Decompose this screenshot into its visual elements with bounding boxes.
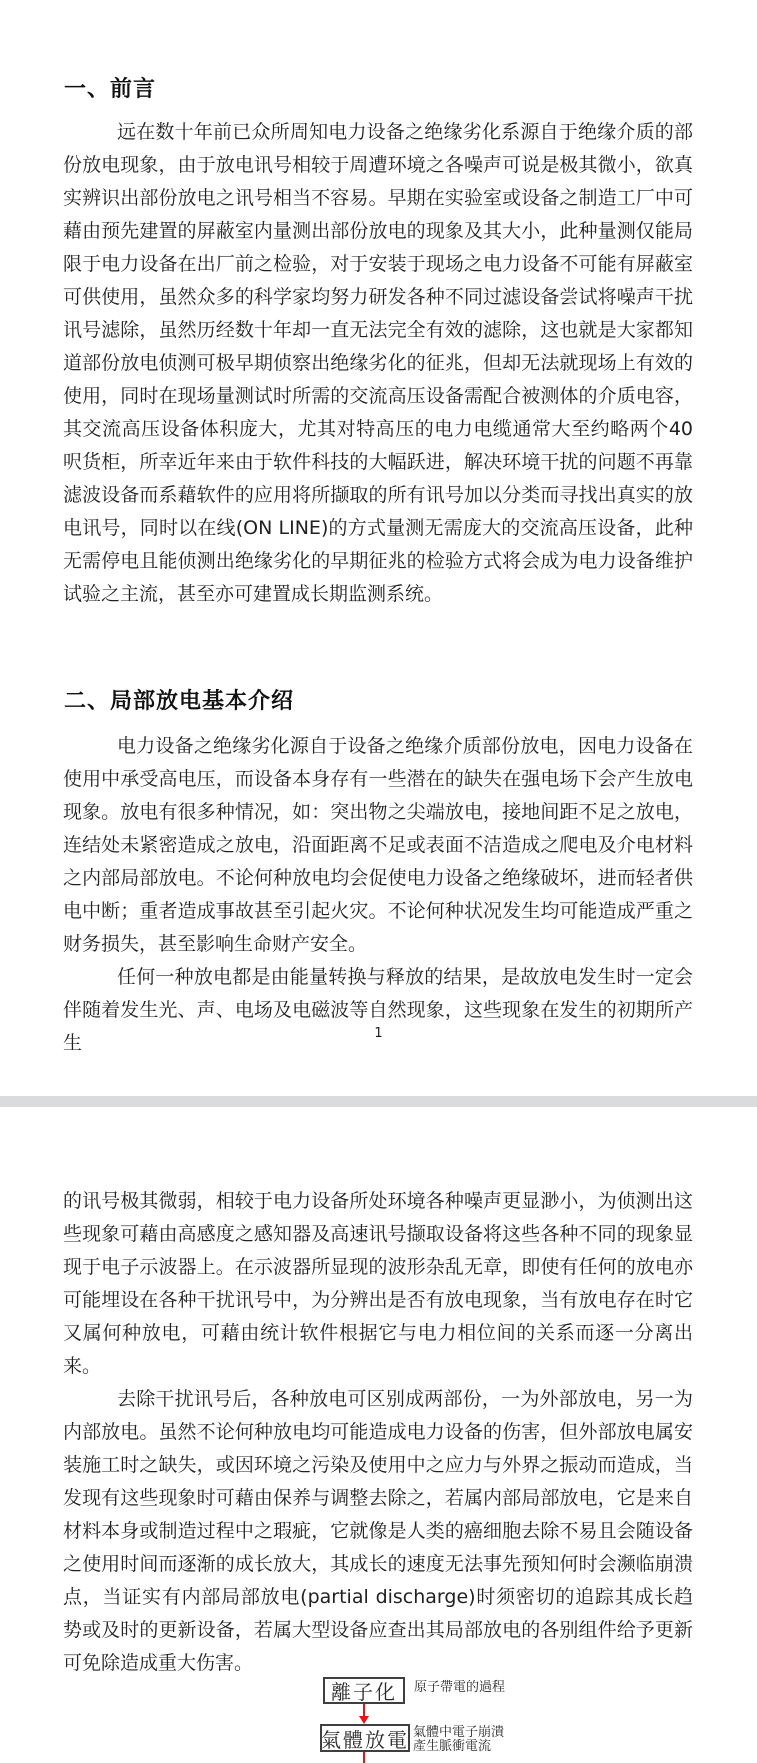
diagram-note-gas-discharge-line2: 產生脈衝電流 (413, 1739, 492, 1754)
page2-paragraph-continuation: 的讯号极其微弱，相较于电力设备所处环境各种噪声更显渺小，为侦测出这些现象可藉由高感度之感知器及高速讯号撷取设备将这些各种不同的现象显现于电子示波器上。在示波器所显现的波形杂乱无章，即使有任何的放电亦可能埋设在各种干扰讯号中，为分辨出是否有放电现象，当有放电存在时它又属何种放电，可藉由统计软件根据它与电力相位间的关系而逐一分离出来。 (63, 1190, 693, 1377)
pd-intro-paragraph-2-partial: 任何一种放电都是由能量转换与释放的结果，是故放电发生时一定会伴随着发生光、声、电场及电磁波等自然现象，这些现象在发生的初期所产生 (63, 966, 693, 1054)
diagram-box-ionization: 離子化 (323, 1677, 405, 1704)
page-number: 1 (374, 1026, 383, 1041)
page2-body-block (63, 1185, 693, 1680)
arrow-line-2 (363, 1752, 365, 1763)
page2-paragraph-next: 去除干扰讯号后，各种放电可区别成两部份，一为外部放电，另一为内部放电。虽然不论何种放电均可能造成电力设备的伤害，但外部放电属安装施工时之缺失，或因环境之污染及使用中之应力与外界之振动而造成，当发现有这些现象时可藉由保养与调整去除之，若属内部局部放电，它是来自材料本身或制造过程中之瑕疵，它就像是人类的癌细胞去除不易且会随设备之使用时间而逐渐的成长放大，其成长的速度无法事先预知何时会濒临崩溃点，当证实有内部局部放电(partial discharge)时须密切的追踪其成长趋势或及时的更新设备，若属大型设备应查出其局部放电的各别组件给予更新可免除造成重大伤害。 (63, 1388, 693, 1674)
pd-intro-paragraph-1: 电力设备之绝缘劣化源自于设备之绝缘介质部份放电，因电力设备在使用中承受高电压，而设备本身存有一些潜在的缺失在强电场下会产生放电现象。放电有很多种情况，如：突出物之尖端放电，接地间距不足之放电，连结处未紧密造成之放电，沿面距离不足或表面不洁造成之爬电及介电材料之内部局部放电。不论何种放电均会促使电力设备之绝缘破坏，进而轻者供电中断；重者造成事故甚至引起火灾。不论何种状况发生均可能造成严重之财务损失，甚至影响生命财产安全。 (63, 735, 693, 955)
preface-paragraph: 远在数十年前已众所周知电力设备之绝缘劣化系源自于绝缘介质的部份放电现象，由于放电讯号相较于周遭环境之各噪声可说是极其微小，欲真实辨识出部份放电之讯号相当不容易。早期在实验室或设备之制造工厂中可藉由预先建置的屏蔽室内量测出部份放电的现象及其大小，此种量测仅能局限于电力设备在出厂前之检验，对于安装于现场之电力设备不可能有屏蔽室可供使用，虽然众多的科学家均努力研发各种不同过滤设备尝试将噪声干扰讯号滤除，虽然历经数十年却一直无法完全有效的滤除，这也就是大家都知道部份放电侦测可极早期侦察出绝缘劣化的征兆，但却无法就现场上有效的使用，同时在现场量测试时所需的交流高压设备需配合被测体的介质电容，其交流高压设备体积庞大，尤其对特高压的电力电缆通常大至约略两个40呎货柜，所幸近年来由于软件科技的大幅跃进，解决环境干扰的问题不再靠滤波设备而系藉软件的应用将所撷取的所有讯号加以分类而寻找出真实的放电讯号，同时以在线(ON LINE)的方式量测无需庞大的交流高压设备，此种无需停电且能侦测出绝缘劣化的早期征兆的检验方式将会成为电力设备维护试验之主流，甚至亦可建置成长期监测系统。 (63, 121, 693, 605)
preface-paragraph-block (63, 116, 693, 611)
section-heading-pd-intro: 二、局部放电基本介绍 (64, 689, 295, 714)
diagram-box-gas-discharge: 氣體放電 (320, 1724, 410, 1752)
diagram-note-ionization: 原子帶電的過程 (414, 1680, 506, 1695)
section-heading-preface: 一、前言 (64, 77, 157, 102)
page-separator (0, 1096, 757, 1107)
pd-intro-paragraph-block (63, 730, 693, 1060)
diagram-note-gas-discharge (413, 1726, 504, 1754)
diagram-note-gas-discharge-line1: 氣體中電子崩潰 (413, 1725, 505, 1740)
